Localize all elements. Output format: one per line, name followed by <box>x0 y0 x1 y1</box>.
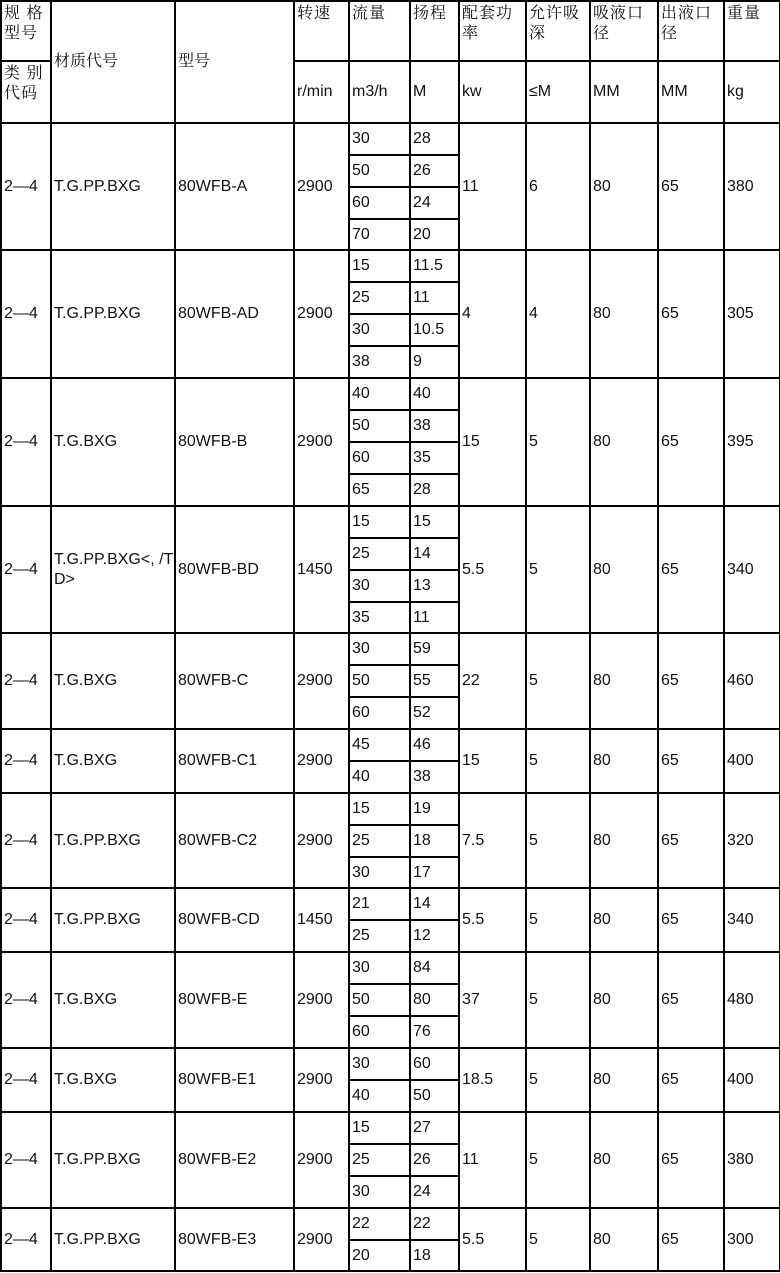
category-code-cell: 2—4 <box>1 250 51 378</box>
model-cell: 80WFB-A <box>175 123 294 250</box>
inlet-cell: 80 <box>590 952 658 1048</box>
flow-cell: 40 <box>349 378 410 410</box>
unit-head: M <box>410 61 459 123</box>
flow-cell: 60 <box>349 442 410 474</box>
material-code-cell: T.G.BXG <box>51 729 175 793</box>
suction-depth-cell: 5 <box>526 888 590 952</box>
speed-cell: 1450 <box>294 506 349 633</box>
suction-depth-cell: 5 <box>526 729 590 793</box>
outlet-cell: 65 <box>658 633 724 729</box>
flow-cell: 30 <box>349 570 410 602</box>
table-row <box>1 506 780 538</box>
power-cell: 37 <box>459 952 526 1048</box>
table-row <box>1 123 780 155</box>
header-flow: 流量 <box>349 1 410 61</box>
category-code-cell: 2—4 <box>1 1208 51 1271</box>
flow-cell: 15 <box>349 250 410 282</box>
material-code-cell: T.G.PP.BXG <box>51 250 175 378</box>
weight-cell: 400 <box>724 1048 780 1112</box>
model-cell: 80WFB-E2 <box>175 1112 294 1208</box>
header-spec-model: 规 格 型号 <box>1 1 51 61</box>
flow-cell: 50 <box>349 665 410 697</box>
outlet-cell: 65 <box>658 793 724 888</box>
speed-cell: 1450 <box>294 888 349 952</box>
head-cell: 46 <box>410 729 459 761</box>
weight-cell: 320 <box>724 793 780 888</box>
header-outlet-diameter: 出液口径 <box>658 1 724 61</box>
category-code-cell: 2—4 <box>1 633 51 729</box>
flow-cell: 30 <box>349 952 410 984</box>
table-row <box>1 729 780 761</box>
head-cell: 19 <box>410 793 459 825</box>
inlet-cell: 80 <box>590 378 658 506</box>
material-code-cell: T.G.PP.BXG <box>51 123 175 250</box>
speed-cell: 2900 <box>294 378 349 506</box>
outlet-cell: 65 <box>658 1048 724 1112</box>
power-cell: 11 <box>459 123 526 250</box>
head-cell: 15 <box>410 506 459 538</box>
header-material-code: 材质代号 <box>51 1 175 123</box>
model-cell: 80WFB-E1 <box>175 1048 294 1112</box>
flow-cell: 30 <box>349 123 410 155</box>
flow-cell: 15 <box>349 793 410 825</box>
outlet-cell: 65 <box>658 952 724 1048</box>
head-cell: 11.5 <box>410 250 459 282</box>
power-cell: 5.5 <box>459 1208 526 1271</box>
unit-inlet: MM <box>590 61 658 123</box>
header-model: 型号 <box>175 1 294 123</box>
head-cell: 60 <box>410 1048 459 1080</box>
inlet-cell: 80 <box>590 506 658 633</box>
flow-cell: 30 <box>349 314 410 346</box>
head-cell: 50 <box>410 1080 459 1112</box>
weight-cell: 340 <box>724 506 780 633</box>
suction-depth-cell: 5 <box>526 633 590 729</box>
flow-cell: 30 <box>349 1176 410 1208</box>
header-inlet-diameter: 吸液口径 <box>590 1 658 61</box>
power-cell: 11 <box>459 1112 526 1208</box>
model-cell: 80WFB-AD <box>175 250 294 378</box>
head-cell: 26 <box>410 1144 459 1176</box>
weight-cell: 380 <box>724 123 780 250</box>
inlet-cell: 80 <box>590 1208 658 1271</box>
head-cell: 24 <box>410 187 459 219</box>
material-code-cell: T.G.BXG <box>51 633 175 729</box>
material-code-cell: T.G.BXG <box>51 1048 175 1112</box>
head-cell: 59 <box>410 633 459 665</box>
flow-cell: 25 <box>349 538 410 570</box>
flow-cell: 15 <box>349 506 410 538</box>
head-cell: 18 <box>410 825 459 857</box>
head-cell: 26 <box>410 155 459 187</box>
weight-cell: 300 <box>724 1208 780 1271</box>
flow-cell: 22 <box>349 1208 410 1240</box>
table-row <box>1 378 780 410</box>
table-row <box>1 1208 780 1240</box>
unit-speed: r/min <box>294 61 349 123</box>
category-code-cell: 2—4 <box>1 506 51 633</box>
head-cell: 12 <box>410 920 459 952</box>
outlet-cell: 65 <box>658 1112 724 1208</box>
flow-cell: 45 <box>349 729 410 761</box>
inlet-cell: 80 <box>590 633 658 729</box>
inlet-cell: 80 <box>590 123 658 250</box>
head-cell: 22 <box>410 1208 459 1240</box>
power-cell: 7.5 <box>459 793 526 888</box>
speed-cell: 2900 <box>294 250 349 378</box>
suction-depth-cell: 6 <box>526 123 590 250</box>
head-cell: 14 <box>410 888 459 920</box>
model-cell: 80WFB-C1 <box>175 729 294 793</box>
head-cell: 52 <box>410 697 459 729</box>
weight-cell: 400 <box>724 729 780 793</box>
inlet-cell: 80 <box>590 888 658 952</box>
flow-cell: 40 <box>349 1080 410 1112</box>
header-weight: 重量 <box>724 1 780 61</box>
head-cell: 76 <box>410 1016 459 1048</box>
table-row <box>1 250 780 282</box>
material-code-cell: T.G.BXG <box>51 378 175 506</box>
suction-depth-cell: 5 <box>526 378 590 506</box>
head-cell: 55 <box>410 665 459 697</box>
speed-cell: 2900 <box>294 1048 349 1112</box>
speed-cell: 2900 <box>294 1208 349 1271</box>
flow-cell: 50 <box>349 410 410 442</box>
inlet-cell: 80 <box>590 729 658 793</box>
power-cell: 15 <box>459 729 526 793</box>
material-code-cell: T.G.PP.BXG <box>51 793 175 888</box>
head-cell: 14 <box>410 538 459 570</box>
inlet-cell: 80 <box>590 250 658 378</box>
flow-cell: 60 <box>349 1016 410 1048</box>
unit-outlet: MM <box>658 61 724 123</box>
outlet-cell: 65 <box>658 123 724 250</box>
speed-cell: 2900 <box>294 633 349 729</box>
table-row <box>1 633 780 665</box>
head-cell: 35 <box>410 442 459 474</box>
unit-flow: m3/h <box>349 61 410 123</box>
outlet-cell: 65 <box>658 1208 724 1271</box>
head-cell: 84 <box>410 952 459 984</box>
head-cell: 40 <box>410 378 459 410</box>
material-code-cell: T.G.PP.BXG <box>51 888 175 952</box>
table-row <box>1 1048 780 1080</box>
weight-cell: 395 <box>724 378 780 506</box>
flow-cell: 25 <box>349 825 410 857</box>
suction-depth-cell: 5 <box>526 1208 590 1271</box>
model-cell: 80WFB-E <box>175 952 294 1048</box>
model-cell: 80WFB-B <box>175 378 294 506</box>
outlet-cell: 65 <box>658 729 724 793</box>
category-code-cell: 2—4 <box>1 1048 51 1112</box>
speed-cell: 2900 <box>294 1112 349 1208</box>
head-cell: 38 <box>410 410 459 442</box>
model-cell: 80WFB-BD <box>175 506 294 633</box>
unit-power: kw <box>459 61 526 123</box>
header-suction-depth: 允许吸深 <box>526 1 590 61</box>
head-cell: 38 <box>410 761 459 793</box>
material-code-cell: T.G.PP.BXG <box>51 1208 175 1271</box>
flow-cell: 30 <box>349 857 410 888</box>
head-cell: 17 <box>410 857 459 888</box>
speed-cell: 2900 <box>294 123 349 250</box>
speed-cell: 2900 <box>294 952 349 1048</box>
table-row <box>1 952 780 984</box>
model-cell: 80WFB-C2 <box>175 793 294 888</box>
head-cell: 27 <box>410 1112 459 1144</box>
head-cell: 80 <box>410 984 459 1016</box>
weight-cell: 460 <box>724 633 780 729</box>
category-code-cell: 2—4 <box>1 952 51 1048</box>
material-code-cell: T.G.PP.BXG <box>51 1112 175 1208</box>
suction-depth-cell: 5 <box>526 1048 590 1112</box>
outlet-cell: 65 <box>658 378 724 506</box>
outlet-cell: 65 <box>658 506 724 633</box>
inlet-cell: 80 <box>590 1048 658 1112</box>
table-row <box>1 793 780 825</box>
head-cell: 13 <box>410 570 459 602</box>
flow-cell: 65 <box>349 474 410 506</box>
speed-cell: 2900 <box>294 729 349 793</box>
head-cell: 28 <box>410 474 459 506</box>
head-cell: 11 <box>410 282 459 314</box>
suction-depth-cell: 5 <box>526 1112 590 1208</box>
unit-weight: kg <box>724 61 780 123</box>
head-cell: 20 <box>410 219 459 250</box>
head-cell: 10.5 <box>410 314 459 346</box>
head-cell: 28 <box>410 123 459 155</box>
flow-cell: 25 <box>349 1144 410 1176</box>
weight-cell: 480 <box>724 952 780 1048</box>
model-cell: 80WFB-CD <box>175 888 294 952</box>
outlet-cell: 65 <box>658 250 724 378</box>
header-power: 配套功率 <box>459 1 526 61</box>
category-code-cell: 2—4 <box>1 378 51 506</box>
flow-cell: 30 <box>349 1048 410 1080</box>
inlet-cell: 80 <box>590 793 658 888</box>
power-cell: 5.5 <box>459 506 526 633</box>
model-cell: 80WFB-E3 <box>175 1208 294 1271</box>
head-cell: 9 <box>410 346 459 378</box>
power-cell: 4 <box>459 250 526 378</box>
power-cell: 22 <box>459 633 526 729</box>
flow-cell: 70 <box>349 219 410 250</box>
weight-cell: 380 <box>724 1112 780 1208</box>
power-cell: 15 <box>459 378 526 506</box>
outlet-cell: 65 <box>658 888 724 952</box>
flow-cell: 21 <box>349 888 410 920</box>
table-row <box>1 888 780 920</box>
model-cell: 80WFB-C <box>175 633 294 729</box>
category-code-cell: 2—4 <box>1 888 51 952</box>
inlet-cell: 80 <box>590 1112 658 1208</box>
category-code-cell: 2—4 <box>1 1112 51 1208</box>
header-head: 扬程 <box>410 1 459 61</box>
head-cell: 18 <box>410 1240 459 1271</box>
category-code-cell: 2—4 <box>1 123 51 250</box>
head-cell: 24 <box>410 1176 459 1208</box>
flow-cell: 40 <box>349 761 410 793</box>
weight-cell: 305 <box>724 250 780 378</box>
power-cell: 18.5 <box>459 1048 526 1112</box>
suction-depth-cell: 5 <box>526 793 590 888</box>
unit-suction-depth: ≤M <box>526 61 590 123</box>
flow-cell: 60 <box>349 187 410 219</box>
flow-cell: 15 <box>349 1112 410 1144</box>
material-code-cell: T.G.PP.BXG<, /TD> <box>51 506 175 633</box>
suction-depth-cell: 5 <box>526 952 590 1048</box>
category-code-cell: 2—4 <box>1 793 51 888</box>
flow-cell: 20 <box>349 1240 410 1271</box>
flow-cell: 25 <box>349 282 410 314</box>
weight-cell: 340 <box>724 888 780 952</box>
header-row <box>1 1 780 61</box>
suction-depth-cell: 5 <box>526 506 590 633</box>
flow-cell: 35 <box>349 602 410 633</box>
flow-cell: 30 <box>349 633 410 665</box>
head-cell: 11 <box>410 602 459 633</box>
flow-cell: 50 <box>349 984 410 1016</box>
flow-cell: 38 <box>349 346 410 378</box>
material-code-cell: T.G.BXG <box>51 952 175 1048</box>
flow-cell: 50 <box>349 155 410 187</box>
flow-cell: 60 <box>349 697 410 729</box>
header-speed: 转速 <box>294 1 349 61</box>
flow-cell: 25 <box>349 920 410 952</box>
header-category-code: 类 别 代码 <box>1 61 51 123</box>
category-code-cell: 2—4 <box>1 729 51 793</box>
table-row <box>1 1112 780 1144</box>
power-cell: 5.5 <box>459 888 526 952</box>
speed-cell: 2900 <box>294 793 349 888</box>
suction-depth-cell: 4 <box>526 250 590 378</box>
